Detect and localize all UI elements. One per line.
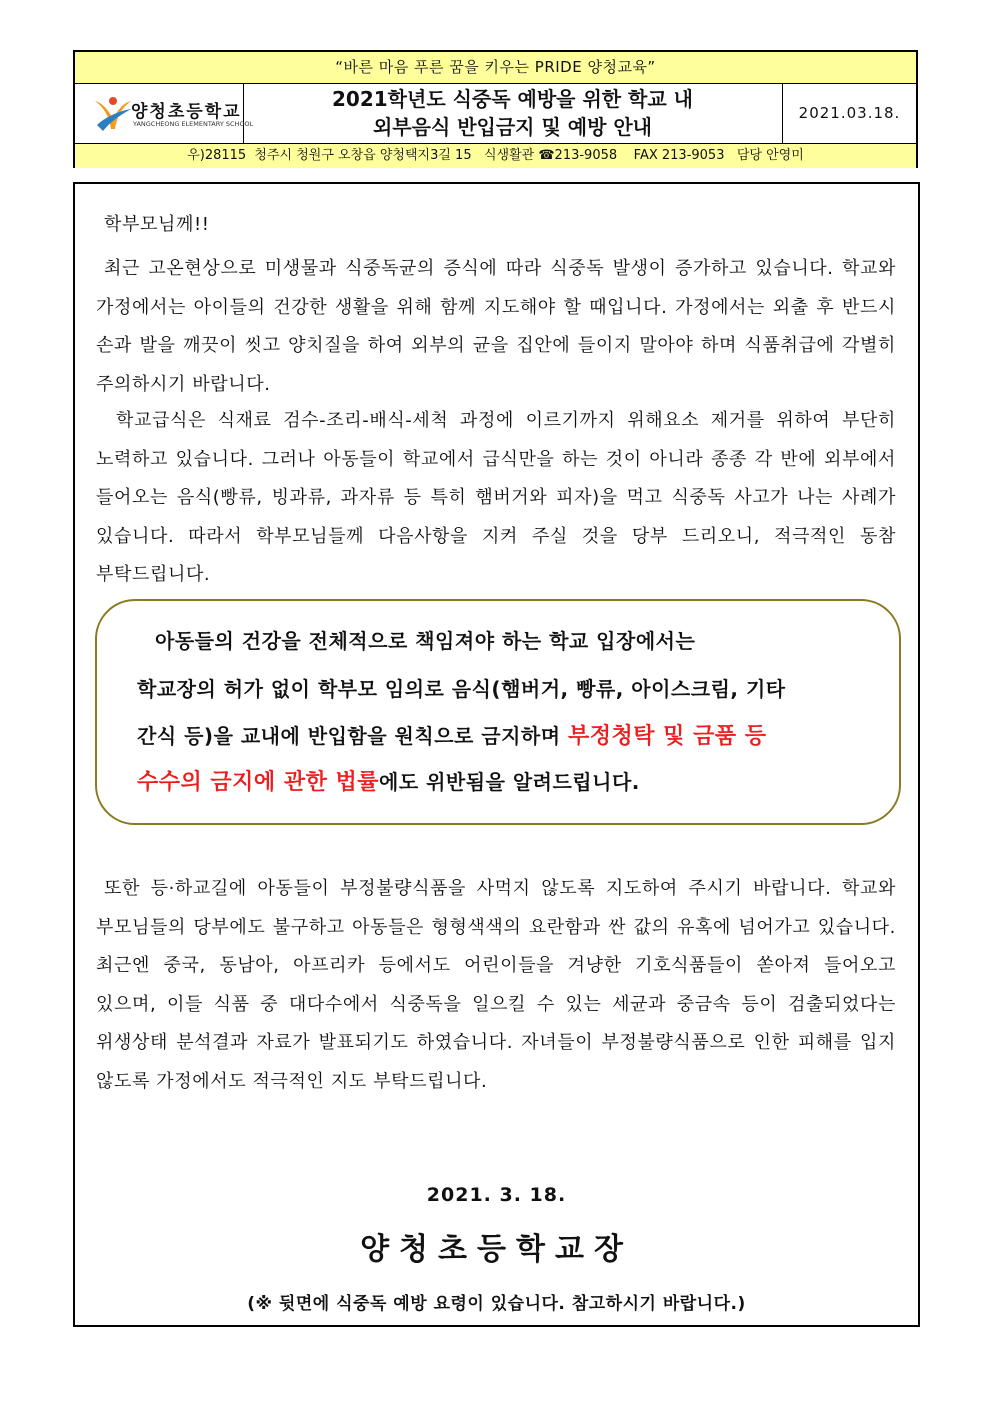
notice-line-4-tail: 에도 위반됨을 알려드립니다.: [379, 770, 640, 794]
school-motto: “바른 마음 푸른 꿈을 키우는 PRIDE 양청교육”: [75, 52, 916, 84]
principal-signature: 양청초등학교장: [360, 1232, 633, 1267]
contact-address: 우)28115 청주시 청원구 오창읍 양청택지3길 15 식생활관 ☎213-9058 FAX 213-9053 담당 안영미: [75, 144, 916, 168]
title-row: [75, 83, 916, 144]
notice-emphasis-2: 수수의 금지에 관한 법률: [137, 770, 379, 795]
document-title: [243, 83, 783, 143]
paragraph-3: 또한 등·하교길에 아동들이 부정불량식품을 사먹지 않도록 지도하여 주시기 바랍니다. 학교와 부모님들의 당부에도 불구하고 아동들은 형형색색의 요란함과 싼 값의 유혹에 넘어가고 있습니다. 최근엔 중국, 동남아, 아프리카 등에서도 어린이들을 겨냥한 기호식품들이 쏟아져 들어오고 있으며, 이들 식품 중 대다수에서 식중독을 일으킬 수 있는 세균과 중금속 등이 검출되었다는 위생상태 분석결과 자료가 발표되기도 하였습니다. 자녀들이 부정불량식품으로 인한 피해를 입지 않도록 가정에서도 적극적인 지도 부탁드립니다.: [96, 878, 896, 1092]
school-logo: [75, 83, 254, 143]
title-line-1: 2021학년도 식중독 예방을 위한 학교 내: [332, 87, 693, 111]
notice-line-4: [137, 765, 867, 796]
signature-date: 2021. 3. 18.: [426, 1184, 567, 1206]
letterhead: [73, 50, 918, 168]
paragraph-1: 최근 고온현상으로 미생물과 식중독균의 증식에 따라 식중독 발생이 증가하고 있습니다. 학교와 가정에서는 아이들의 건강한 생활을 위해 함께 지도해야 할 때입니다. 가정에서는 외출 후 반드시 손과 발을 깨끗이 씻고 양치질을 하여 외부의 균을 집안에 들이지 말아야 하며 식품취급에 각별히 주의하시기 바랍니다.: [96, 258, 896, 395]
school-name-english: YANGCHEONG ELEMENTARY SCHOOL: [133, 120, 254, 128]
letter-body: [73, 182, 920, 1327]
notice-line-2: 학교장의 허가 없이 학부모 임의로 음식(햄버거, 빵류, 아이스크림, 기타: [137, 677, 786, 701]
greeting: 학부모님께!!: [104, 214, 210, 235]
school-name: 양청초등학교: [131, 102, 242, 122]
title-line-2: 외부음식 반입금지 및 예방 안내: [372, 115, 652, 139]
notice-line-3-text: 간식 등)을 교내에 반입함을 원칙으로 금지하며: [137, 724, 568, 748]
paragraph-2: 학교급식은 식재료 검수-조리-배식-세척 과정에 이르기까지 위해요소 제거를 위하여 부단히 노력하고 있습니다. 그러나 아동들이 학교에서 급식만을 하는 것이 아니라 종종 각 반에 외부에서 들어오는 음식(빵류, 빙과류, 과자류 등 특히 햄버거와 피자)을 먹고 식중독 사고가 나는 사례가 있습니다. 따라서 학부모님들께 다음사항을 지켜 주실 것을 당부 드리오니, 적극적인 동참 부탁드립니다.: [96, 410, 896, 585]
school-emblem-icon: [93, 95, 133, 133]
notice-emphasis-1: 부정청탁 및 금품 등: [568, 724, 767, 749]
footnote: (※ 뒷면에 식중독 예방 요령이 있습니다. 참고하시기 바랍니다.): [247, 1294, 746, 1314]
document-date: 2021.03.18.: [798, 104, 901, 122]
notice-box: [95, 599, 901, 825]
notice-line-1: 아동들의 건강을 전체적으로 책임져야 하는 학교 입장에서는: [155, 629, 696, 653]
notice-line-3: [137, 719, 867, 750]
